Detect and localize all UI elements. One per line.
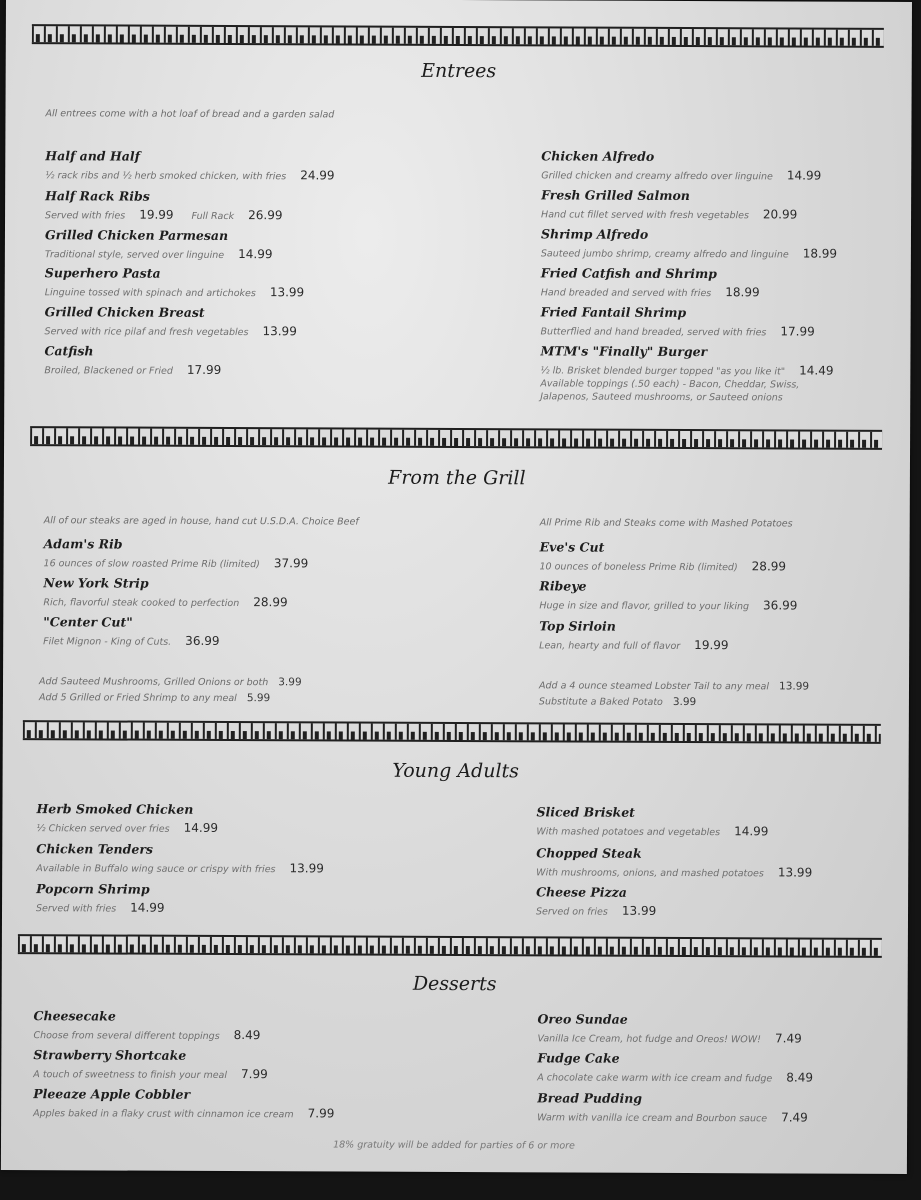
menu-item	[541, 304, 815, 338]
item-desc: Vanilla Ice Cream, hot fudge and Oreos! WOW!	[537, 1033, 762, 1046]
addon-text: Substitute a Baked Potato	[538, 696, 663, 708]
menu-item	[541, 265, 760, 299]
item-desc: A chocolate cake warm with ice cream and fudge	[537, 1072, 773, 1085]
item-name: Chicken Tenders	[36, 841, 154, 857]
addon-text: Add a 4 ounce steamed Lobster Tail to any meal	[538, 680, 770, 693]
menu-item	[43, 614, 220, 648]
item-name: Top Sirloin	[539, 618, 616, 634]
item-desc: Sauteed jumbo shrimp, creamy alfredo and linguine	[540, 248, 789, 261]
menu-item	[33, 1047, 268, 1081]
item-desc: Hand cut fillet served with fresh vegetables	[541, 209, 749, 222]
item-name: Bread Pudding	[537, 1090, 643, 1106]
menu-sheet	[1, 0, 912, 1174]
menu-item	[541, 226, 837, 260]
greek-key-border-top	[32, 24, 884, 48]
item-name: Popcorn Shrimp	[36, 881, 150, 897]
item-name: Pleeaze Apple Cobbler	[33, 1086, 191, 1102]
item-desc: Apples baked in a flaky crust with cinnamon ice cream	[33, 1108, 294, 1121]
item-name: Catfish	[44, 343, 94, 359]
item-price: 14.99	[238, 247, 273, 262]
item-desc: Served with rice pilaf and fresh vegetables	[44, 326, 249, 339]
item-price: 14.49	[799, 363, 834, 378]
item-name: Half and Half	[45, 148, 141, 164]
addon-line	[39, 691, 270, 704]
addon-price: 3.99	[672, 695, 697, 709]
item-name: New York Strip	[43, 575, 149, 591]
item-desc: 16 ounces of slow roasted Prime Rib (limited)	[43, 558, 260, 571]
menu-item	[45, 188, 283, 222]
grill-note-left: All of our steaks are aged in house, hand cut U.S.D.A. Choice Beef	[43, 515, 359, 528]
addon-text: Add Sauteed Mushrooms, Grilled Onions or both	[38, 676, 269, 689]
item-desc: Butterflied and hand breaded, served with fries	[540, 326, 767, 339]
item-desc: With mashed potatoes and vegetables	[536, 826, 721, 839]
grill-note-right: All Prime Rib and Steaks come with Mashed Potatoes	[539, 517, 793, 530]
addon-price: 5.99	[246, 692, 271, 705]
item-name: Cheesecake	[33, 1008, 116, 1024]
item-price: 20.99	[762, 207, 798, 222]
menu-item	[44, 536, 309, 570]
item-desc: Rich, flavorful steak cooked to perfection	[43, 597, 240, 610]
gratuity-note: 18% gratuity will be added for parties of 6 or more	[333, 1139, 575, 1152]
menu-item	[45, 304, 297, 338]
item-desc: 10 ounces of boneless Prime Rib (limited)	[539, 561, 738, 574]
item-name: Chicken Alfredo	[541, 148, 655, 164]
item-name: Fudge Cake	[537, 1050, 620, 1066]
item-desc: Lean, hearty and full of flavor	[539, 640, 681, 652]
item-price: 7.49	[781, 1110, 808, 1125]
item-price: 28.99	[253, 595, 288, 610]
item-price: 7.99	[307, 1106, 335, 1121]
item-name: Chopped Steak	[536, 845, 642, 861]
section-heading-entrees: Entrees	[421, 59, 497, 83]
menu-item	[540, 539, 787, 573]
item-price: 14.99	[183, 820, 219, 835]
menu-item	[536, 845, 812, 879]
item-price: 17.99	[186, 362, 222, 377]
item-alt-price: 26.99	[248, 208, 283, 223]
item-price: 13.99	[621, 903, 657, 918]
section-heading-young-adults: Young Adults	[392, 759, 519, 783]
item-price: 14.99	[130, 900, 165, 915]
item-name: Superhero Pasta	[44, 265, 161, 281]
item-name: Fried Catfish and Shrimp	[540, 265, 717, 282]
item-desc: Served on fries	[535, 906, 608, 918]
item-price: 28.99	[751, 559, 787, 574]
item-price: 13.99	[777, 865, 813, 880]
entrees-note: All entrees come with a hot loaf of bread and a garden salad	[45, 108, 335, 121]
item-desc: ½ lb. Brisket blended burger topped "as you like it"	[540, 365, 786, 378]
item-price: 18.99	[725, 285, 760, 300]
item-desc: Hand breaded and served with fries	[540, 287, 712, 300]
menu-item	[45, 265, 305, 299]
menu-item	[539, 618, 729, 652]
item-price: 17.99	[780, 324, 815, 339]
menu-item	[537, 1011, 801, 1045]
item-price: 19.99	[139, 207, 174, 222]
item-name: Ribeye	[539, 578, 587, 594]
menu-item	[536, 804, 768, 838]
item-name: Fried Fantail Shrimp	[540, 304, 687, 320]
item-price: 36.99	[763, 598, 798, 613]
item-desc: ½ Chicken served over fries	[36, 823, 170, 835]
menu-item	[36, 881, 165, 915]
addon-price: 3.99	[278, 676, 302, 689]
menu-item	[541, 187, 797, 221]
item-desc: With mushrooms, onions, and mashed potatoes	[536, 867, 764, 880]
item-price: 8.49	[233, 1028, 261, 1043]
menu-item	[539, 578, 797, 612]
item-price: 36.99	[185, 633, 220, 648]
greek-key-border	[18, 934, 882, 958]
menu-item	[541, 148, 821, 182]
item-name: Herb Smoked Chicken	[36, 801, 194, 817]
item-name: Grilled Chicken Breast	[44, 304, 205, 320]
menu-item	[43, 575, 287, 609]
item-name: Sliced Brisket	[536, 804, 636, 820]
menu-item	[33, 1008, 260, 1042]
greek-key-border	[23, 720, 881, 744]
menu-item	[537, 1050, 813, 1084]
addon-text: Add 5 Grilled or Fried Shrimp to any meal	[38, 692, 237, 705]
item-price: 24.99	[300, 168, 335, 183]
item-desc: Broiled, Blackened or Fried	[44, 365, 173, 377]
item-price: 8.49	[786, 1070, 814, 1085]
addon-line	[539, 695, 696, 708]
item-name: Fresh Grilled Salmon	[541, 187, 690, 204]
item-name: Oreo Sundae	[537, 1011, 628, 1027]
menu-item	[36, 841, 324, 875]
item-desc: Traditional style, served over linguine	[44, 249, 225, 261]
item-price: 13.99	[289, 861, 324, 876]
addon-line	[39, 675, 302, 688]
item-desc: Grilled chicken and creamy alfredo over linguine	[541, 170, 773, 183]
menu-item	[45, 227, 273, 261]
item-desc: Filet Mignon - King of Cuts.	[43, 636, 172, 648]
item-price: 13.99	[269, 285, 305, 300]
item-price: 18.99	[802, 246, 838, 261]
item-name: MTM's "Finally" Burger	[540, 343, 708, 360]
menu-item	[44, 343, 221, 377]
item-desc-line2: Available toppings (.50 each) - Bacon, Cheddar, Swiss,	[540, 378, 800, 391]
item-desc: Served with fries	[45, 210, 126, 222]
item-desc: Warm with vanilla ice cream and Bourbon sauce	[537, 1112, 768, 1125]
item-name: Shrimp Alfredo	[540, 226, 649, 242]
item-price: 19.99	[694, 638, 729, 653]
item-desc: Served with fries	[36, 903, 117, 915]
item-desc: Huge in size and flavor, grilled to your liking	[539, 600, 750, 613]
item-name: Strawberry Shortcake	[33, 1047, 187, 1063]
item-desc: ½ rack ribs and ½ herb smoked chicken, with fries	[45, 170, 287, 183]
item-alt-label: Full Rack	[191, 210, 235, 223]
menu-item	[45, 148, 334, 182]
item-desc-line3: Jalapenos, Sauteed mushrooms, or Sauteed onions	[540, 391, 783, 404]
item-name: Half Rack Ribs	[45, 188, 150, 204]
item-name: Cheese Pizza	[536, 884, 627, 900]
item-price: 14.99	[734, 824, 769, 839]
item-desc: Linguine tossed with spinach and artichokes	[44, 287, 256, 300]
section-heading-grill: From the Grill	[388, 466, 526, 490]
addon-price: 13.99	[779, 680, 810, 693]
item-name: Grilled Chicken Parmesan	[44, 227, 229, 243]
section-heading-desserts: Desserts	[412, 972, 497, 996]
item-price: 37.99	[273, 556, 309, 571]
menu-item	[33, 1086, 334, 1120]
item-name: Adam's Rib	[43, 536, 123, 552]
item-desc: Choose from several different toppings	[33, 1030, 220, 1042]
item-name: Eve's Cut	[539, 539, 605, 555]
menu-item	[537, 1090, 808, 1124]
item-name: "Center Cut"	[43, 614, 133, 630]
item-price: 13.99	[262, 324, 297, 339]
item-price: 14.99	[786, 168, 822, 183]
greek-key-border	[30, 426, 882, 450]
menu-item	[540, 343, 833, 403]
menu-item	[36, 801, 218, 835]
addon-line	[539, 679, 809, 692]
item-desc: A touch of sweetness to finish your meal	[33, 1069, 228, 1081]
item-desc: Available in Buffalo wing sauce or crispy with fries	[36, 863, 276, 876]
item-price: 7.49	[774, 1031, 802, 1046]
item-price: 7.99	[241, 1067, 268, 1082]
menu-item	[536, 884, 656, 918]
